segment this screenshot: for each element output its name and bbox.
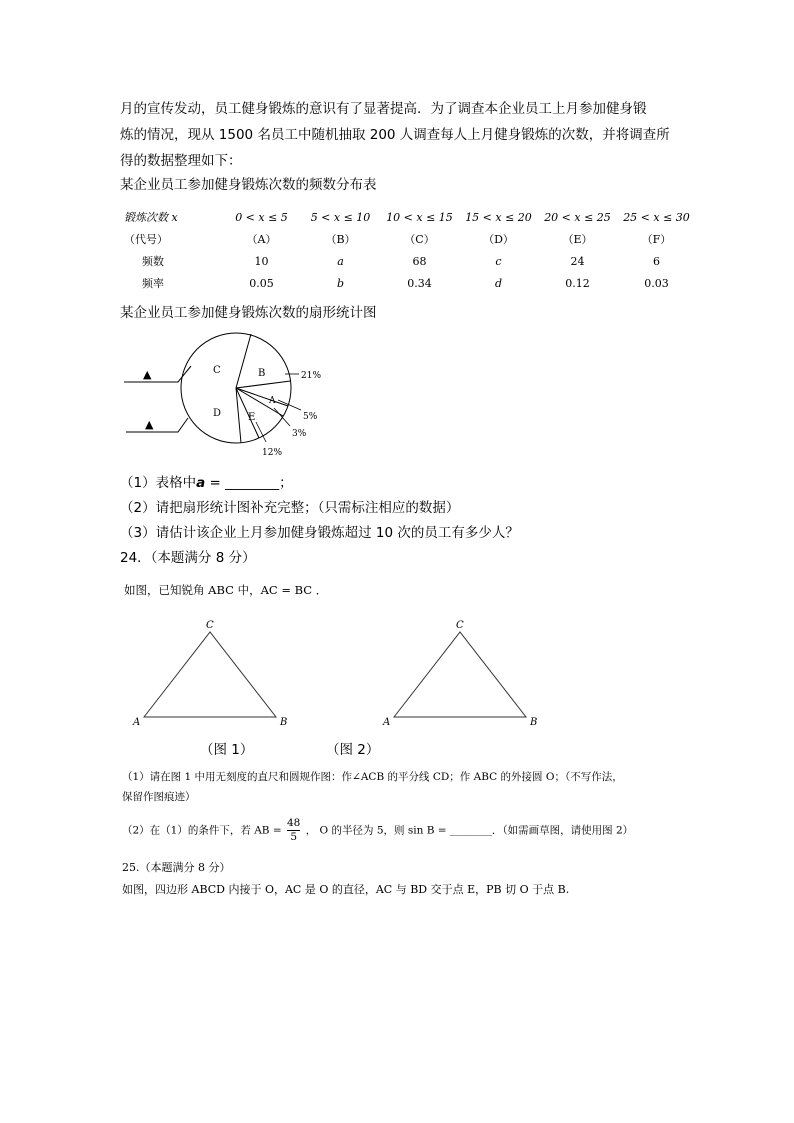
vertex-label-a: A [383, 717, 391, 728]
table-cell: 0.03 [644, 276, 669, 290]
table-row-count [120, 250, 696, 272]
question-1-suffix: = ________； [205, 475, 293, 491]
problem-25-intro: 如图，四边形 ABCD 内接于 O，AC 是 O 的直径，AC 与 BD 交于点 E，PB 切 O 于点 B. [122, 883, 570, 896]
vertex-label-c: C [456, 620, 464, 631]
table-cell: d [494, 276, 503, 290]
table-cell: （B） [325, 233, 356, 246]
fraction-denominator: 5 [290, 831, 298, 843]
intro-line-1: 月的宣传发动，员工健身锻炼的意识有了显著提高．为了调查本企业员工上月参加健身锻 [120, 101, 647, 117]
problem-24-q2 [122, 817, 633, 844]
table-row-header: 锻炼次数 x [124, 211, 178, 224]
label-pointer-line [124, 366, 191, 382]
figure-2-caption: （图 2） [326, 742, 380, 758]
pie-sector-label: D [213, 408, 222, 419]
problem-24-q2-suffix: ， O 的半径为 5，则 sin B = ________．（如需画草图，请使用图 2） [305, 824, 634, 837]
question-1-prefix: （1）表格中 [120, 475, 197, 491]
table-cell: 0 < x ≤ 5 [235, 210, 288, 224]
pie-chart [118, 330, 338, 462]
intro-line-3: 得的数据整理如下： [120, 153, 242, 169]
table-row-header: 频数 [142, 255, 164, 268]
frequency-table [120, 206, 696, 294]
table-cell: 68 [412, 254, 427, 268]
table-cell: 10 < x ≤ 15 [386, 210, 453, 224]
table-row-rate [120, 272, 696, 294]
problem-24-q2-prefix: （2）在（1）的条件下，若 AB = [122, 824, 282, 837]
question-2: （2）请把扇形统计图补充完整；（只需标注相应的数据） [120, 500, 460, 516]
question-1-var: a [196, 475, 206, 491]
fraction [287, 817, 300, 844]
problem-24-q1-line-2: 保留作图痕迹） [122, 791, 196, 803]
fraction-numerator: 48 [286, 817, 301, 829]
pie-radius [236, 334, 251, 388]
table-cell: （A） [246, 233, 277, 246]
table-cell: a [337, 254, 344, 268]
pie-sector-label: A [269, 396, 276, 406]
figure-2-triangle [382, 620, 537, 728]
vertex-label-c: C [206, 620, 214, 631]
table-cell: 0.34 [407, 276, 432, 290]
table-cell: 5 < x ≤ 10 [310, 210, 371, 224]
table-cell: 15 < x ≤ 20 [465, 210, 532, 224]
label-pointer-line [126, 418, 188, 432]
table-row-code [120, 228, 696, 250]
pie-radius [236, 381, 291, 388]
pie-title: 某企业员工参加健身锻炼次数的扇形统计图 [120, 305, 377, 321]
vertex-label-b: B [280, 717, 288, 728]
pie-percent-label: 12% [262, 448, 283, 458]
table-cell: 0.12 [565, 276, 590, 290]
leader-line [274, 408, 290, 426]
triangle-marker: ▲ [145, 418, 154, 431]
table-cell: （D） [483, 233, 514, 246]
table-cell: b [336, 276, 345, 290]
table-cell: 24 [570, 254, 585, 268]
pie-percent-label: 5% [303, 412, 318, 422]
figure-1-triangle [132, 620, 287, 728]
pie-sector-label: B [258, 368, 266, 379]
table-title: 某企业员工参加健身锻炼次数的频数分布表 [120, 177, 377, 193]
table-cell: （C） [404, 233, 435, 246]
triangle-figures [125, 615, 555, 730]
vertex-label-a: A [133, 717, 141, 728]
pie-percent-label: 21% [301, 371, 322, 381]
table-row-header: （代号） [124, 233, 168, 246]
table-cell: 20 < x ≤ 25 [544, 210, 611, 224]
table-cell: （E） [562, 233, 593, 246]
problem-24-q1-line-1: （1）请在图 1 中用无刻度的直尺和圆规作图：作∠ACB 的平分线 CD；作 ABC 的外接圆 O；（不写作法， [122, 771, 623, 783]
question-3: （3）请估计该企业上月参加健身锻炼超过 10 次的员工有多少人？ [120, 525, 519, 541]
figure-1-caption: （图 1） [200, 742, 254, 758]
table-cell: （F） [641, 233, 672, 246]
triangle-marker: ▲ [143, 368, 152, 381]
table-cell: c [495, 254, 502, 268]
vertex-label-b: B [530, 717, 538, 728]
table-cell: 10 [254, 254, 269, 268]
table-cell: 25 < x ≤ 30 [623, 210, 690, 224]
intro-line-2: 炼的情况，现从 1500 名员工中随机抽取 200 人调查每人上月健身锻炼的次数，并将调查所 [120, 127, 670, 143]
question-1 [120, 474, 293, 492]
table-cell: 6 [653, 254, 660, 268]
problem-24-intro: 如图，已知锐角 ABC 中，AC = BC ． [124, 583, 328, 597]
pie-sector-label: C [213, 365, 221, 376]
pie-sector-label: E [248, 412, 256, 423]
table-row-header: 频率 [142, 277, 164, 290]
table-cell: 0.05 [249, 276, 274, 290]
problem-25-heading: 25.（本题满分 8 分） [122, 861, 231, 874]
table-row-range [120, 206, 696, 228]
problem-24-heading: 24．（本题满分 8 分） [120, 550, 256, 566]
pie-percent-label: 3% [292, 429, 307, 439]
